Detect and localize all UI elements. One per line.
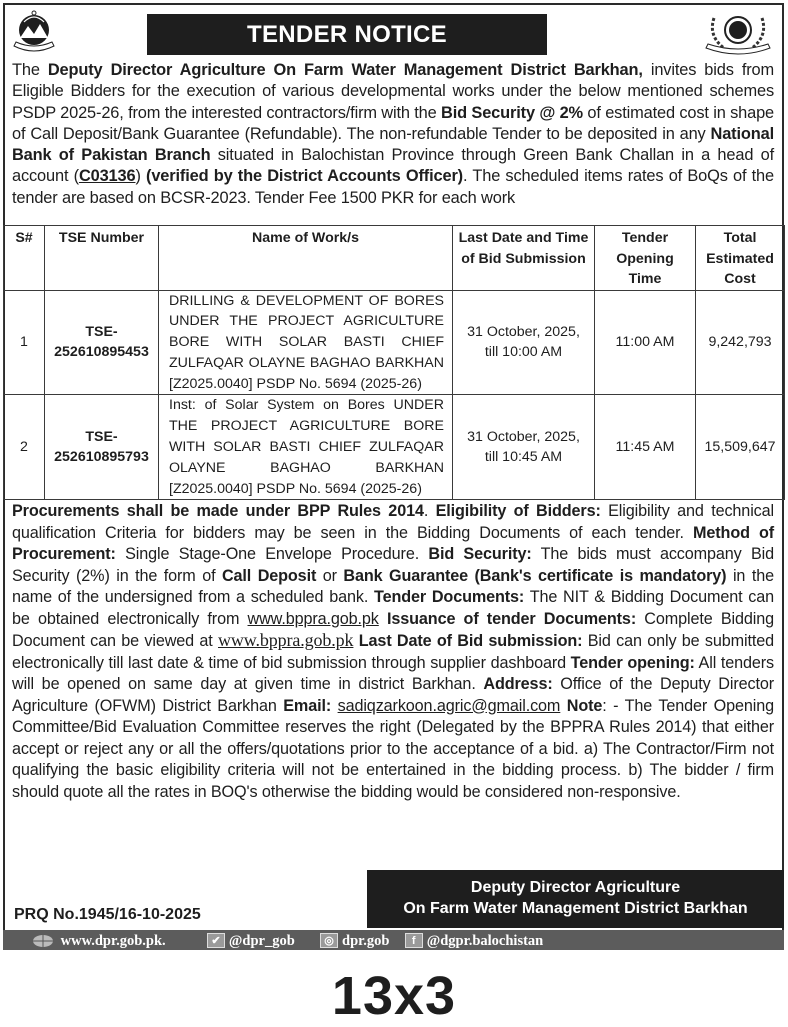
- tse-number: 252610895453: [54, 344, 149, 361]
- terms-text: in the name of the undersigned from a scheduled bank.: [12, 566, 774, 606]
- intro-paragraph: [12, 60, 774, 209]
- last-time: till 10:45 AM: [484, 449, 563, 466]
- balochistan-emblem-icon: [10, 8, 58, 56]
- intro-text: ): [135, 167, 147, 186]
- table-row: [4, 395, 785, 500]
- ad-size-label: 13x3: [331, 966, 457, 1026]
- cell-sno: 1: [4, 290, 45, 395]
- bank-name: National Bank of Pakistan Branch: [12, 124, 774, 165]
- cell-last-date: [453, 395, 595, 500]
- terms-text: Office of the Deputy Director Agriculture (OFWM) District Barkhan: [12, 675, 774, 715]
- cell-sno: 2: [4, 395, 45, 500]
- instagram-handle[interactable]: dpr.gob: [342, 932, 390, 949]
- cell-tse: [45, 395, 159, 500]
- procurement-rules: Procurements shall be made under BPP Rules 2014: [12, 502, 424, 520]
- call-deposit: Call Deposit: [221, 566, 317, 585]
- column-header-opening-time: Tender Opening Time: [595, 226, 696, 291]
- bank-guarantee: Bank Guarantee (Bank's certificate is mandatory): [343, 566, 727, 585]
- terms-text: Single Stage-One Envelope Procedure.: [115, 545, 429, 563]
- facebook-icon: f: [405, 933, 423, 948]
- verification-note: (verified by the District Accounts Officer): [146, 167, 463, 186]
- terms-text: [379, 610, 387, 628]
- terms-text: .: [423, 502, 436, 520]
- cell-tse: [45, 290, 159, 395]
- issuance-heading: Issuance of tender Documents:: [387, 609, 637, 628]
- prq-number: PRQ No.1945/16-10-2025: [14, 906, 201, 923]
- cell-opening-time: 11:45 AM: [595, 395, 696, 500]
- signatory-title: Deputy Director Agriculture: [470, 879, 681, 896]
- bppra-link[interactable]: www.bppra.gob.pk: [247, 609, 379, 628]
- cell-cost: 9,242,793: [696, 290, 785, 395]
- table-row: [4, 290, 785, 395]
- terms-text: Complete Bidding Document can be viewed at: [12, 609, 774, 650]
- intro-text: of estimated cost in shape of Call Deposit/Bank Guarantee (Refundable). The non-refundable Tender to be deposited in any: [12, 103, 775, 143]
- last-time: till 10:00 AM: [484, 344, 563, 361]
- last-date-heading: Last Date of Bid submission:: [358, 632, 583, 650]
- email-link[interactable]: sadiqzarkoon.agric@gmail.com: [337, 696, 561, 715]
- department-emblem-icon: [702, 8, 774, 58]
- intro-text: The: [12, 61, 48, 79]
- intro-text: situated in Balochistan Province through Green Bank Challan in a head of account (: [12, 146, 774, 186]
- terms-text: The NIT & Bidding Document can be obtained electronically from: [12, 588, 774, 628]
- address-heading: Address:: [483, 675, 553, 693]
- cell-last-date: [453, 290, 595, 395]
- social-footer: [3, 930, 784, 950]
- tender-opening-heading: Tender opening:: [570, 653, 695, 672]
- tse-prefix: TSE-: [85, 323, 118, 340]
- cell-cost: 15,509,647: [696, 395, 785, 500]
- bppra-link[interactable]: www.bppra.gob.pk: [218, 630, 354, 650]
- terms-text: All tenders will be opened on same day at given time in district Barkhan.: [12, 653, 774, 693]
- tse-number: 252610895793: [54, 449, 149, 466]
- tse-prefix: TSE-: [85, 428, 118, 445]
- intro-text: invites bids from Eligible Bidders for the execution of various developmental works under the below mentioned schemes PSDP 2025-26, from the interested contractors/firm with the: [12, 61, 775, 122]
- bid-security-rate: Bid Security @ 2%: [441, 103, 583, 122]
- cell-opening-time: 11:00 AM: [595, 290, 696, 395]
- terms-text: Bid can only be submitted electronically till last date & time of bid submission through supplier dashboard: [12, 632, 774, 672]
- last-date: 31 October, 2025,: [467, 428, 580, 445]
- signature-block: [367, 870, 784, 928]
- terms-text: or: [316, 566, 344, 585]
- tender-documents-heading: Tender Documents:: [374, 588, 525, 606]
- signatory-office: On Farm Water Management District Barkhan: [403, 900, 748, 917]
- works-table: [3, 225, 785, 500]
- instagram-icon: ◎: [320, 933, 338, 948]
- facebook-handle[interactable]: @dgpr.balochistan: [426, 932, 544, 949]
- column-header-work: Name of Work/s: [159, 226, 453, 291]
- twitter-handle[interactable]: @dpr_gob: [228, 932, 295, 949]
- cell-work: DRILLING & DEVELOPMENT OF BORES UNDER THE PROJECT AGRICULTURE BORE WITH SOLAR BASTI CHIEF ZULFAQAR OLAYNE BAGHAO BARKHAN [Z2025.0040] PSDP No. 5694 (2025-26): [159, 290, 453, 395]
- terms-text: Eligibility and technical qualification Criteria for bidders may be seen in the Bidding Documents of each tender.: [12, 502, 775, 542]
- terms-text: The bids must accompany Bid Security (2%) in the form of: [12, 545, 774, 585]
- globe-icon: [31, 934, 55, 948]
- eligibility-heading: Eligibility of Bidders:: [435, 502, 601, 520]
- terms-paragraph: [12, 501, 774, 803]
- column-header-tse: TSE Number: [45, 226, 159, 291]
- column-header-sno: S#: [4, 226, 45, 291]
- table-header-row: [4, 226, 785, 291]
- website-link[interactable]: www.dpr.gob.pk.: [60, 932, 166, 949]
- column-header-last-date: Last Date and Time of Bid Submission: [453, 226, 595, 291]
- twitter-icon: ✔: [207, 933, 225, 948]
- method-heading: Method of Procurement:: [12, 523, 774, 563]
- account-head: C03136: [78, 167, 136, 186]
- cell-work: Inst: of Solar System on Bores UNDER THE PROJECT AGRICULTURE BORE WITH SOLAR BASTI CHIEF ZULFAQAR OLAYNE BAGHAO BARKHAN [Z2025.0040] PSDP No. 5694 (2025-26): [159, 395, 453, 500]
- column-header-cost: Total Estimated Cost: [696, 226, 785, 291]
- terms-text: : - The Tender Opening Committee/Bid Evaluation Committee reserves the right (Delegated by the BPPRA Rules 2014) that either accept or reject any or all the offers/quotations prior to the acceptance of a bid. a) The Contractor/Firm not qualifying the basic eligibility criteria will not be entertained in the bidding process. b) The bidder / firm should quote all the rates in BOQ's otherwise the bidding would be considered non-responsive.: [12, 696, 774, 801]
- issuing-authority: Deputy Director Agriculture On Farm Water Management District Barkhan,: [47, 61, 643, 79]
- bid-security-heading: Bid Security:: [428, 545, 532, 563]
- email-heading: Email:: [283, 696, 332, 715]
- last-date: 31 October, 2025,: [467, 323, 580, 340]
- page-title: TENDER NOTICE: [147, 14, 547, 55]
- intro-text: . The scheduled items rates of BoQs of the tender are based on BCSR-2023. Tender Fee 1500 PKR for each work: [12, 167, 774, 207]
- note-heading: Note: [566, 696, 603, 715]
